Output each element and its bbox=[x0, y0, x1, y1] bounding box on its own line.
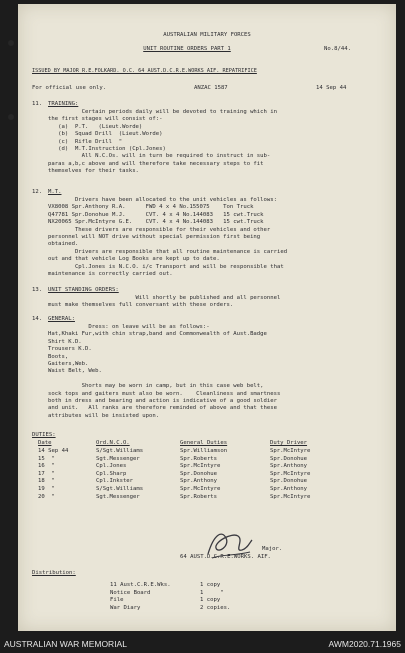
section-line: NX20065 Spr.McIntyre G.E. CVT. 4 x 4 No.144083 15 cwt.Truck bbox=[48, 219, 264, 226]
distribution-copies: 2 copies. bbox=[200, 604, 231, 611]
section-line: both in dress and bearing and action is indicative of a good soldier bbox=[48, 398, 278, 404]
distribution-heading: Distribution: bbox=[32, 570, 76, 576]
distribution-item: 11 Aust.C.R.E.Wks. bbox=[110, 582, 171, 588]
duties-cell: S/Sgt.Williams bbox=[96, 448, 144, 454]
official-use: For official use only. bbox=[32, 85, 107, 91]
duties-column-header: Date bbox=[38, 440, 52, 446]
section-line: attributes will be insisted upon. bbox=[48, 412, 160, 419]
section-line: sock tops and gaiters must also be worn. Cleanliness and smartness bbox=[48, 390, 281, 397]
duties-cell: Spr.Roberts bbox=[180, 493, 218, 500]
section-line: Drivers are responsible that all routine maintenance is carried bbox=[48, 248, 288, 255]
duties-heading: DUTIES: bbox=[32, 432, 56, 438]
punch-hole bbox=[8, 40, 14, 46]
duties-cell: Cpl.Inkster bbox=[96, 478, 134, 485]
section-line: Trousers K.D. bbox=[48, 346, 92, 353]
duties-cell: Cpl.Sharp bbox=[96, 470, 127, 477]
duties-cell: 18 " bbox=[38, 478, 55, 485]
section-line: paras a,b,c above and will therefore take necessary steps to fit bbox=[48, 160, 264, 167]
header-title: AUSTRALIAN MILITARY FORCES bbox=[163, 32, 251, 38]
section-line: Q47781 Spr.Donohue M.J. CVT. 4 x 4 No.144083 15 cwt.Truck bbox=[48, 211, 264, 218]
section-line: (c) Rifle Drill " bbox=[48, 138, 123, 145]
duties-cell: Spr.McIntyre bbox=[270, 448, 311, 454]
duties-cell: Cpl.Jones bbox=[96, 463, 127, 470]
section-line: and unit. All ranks are therefore reminded of above and that these bbox=[48, 405, 278, 412]
duties-cell: Spr.McIntyre bbox=[270, 470, 311, 477]
section-line: (a) P.T. (Lieut.Worde) bbox=[48, 123, 143, 130]
section-line: (d) M.T.Instruction (Cpl.Jones) bbox=[48, 146, 166, 152]
duties-cell: Spr.McIntyre bbox=[270, 493, 311, 500]
duties-cell: Sgt.Messenger bbox=[96, 455, 140, 462]
section-number: 13. bbox=[32, 287, 43, 293]
distribution-item: War Diary bbox=[110, 604, 141, 611]
issued-by: ISSUED BY MAJOR R.E.FOLKARD. O.C. 64 AUST.D.C.R.E.WORKS AIF. REPATRIFICE bbox=[32, 68, 257, 74]
section-line: Shirt K.D. bbox=[48, 338, 82, 345]
section-line: Will shortly be published and all personnel bbox=[48, 295, 281, 301]
distribution-copies: 1 copy bbox=[200, 582, 221, 588]
duties-cell: 15 " bbox=[38, 455, 55, 462]
duties-cell: Spr.Donohue bbox=[180, 470, 218, 477]
duties-cell: Spr.Anthony bbox=[270, 463, 308, 470]
section-heading: TRAINING: bbox=[48, 101, 79, 107]
signature-rank: Major. bbox=[262, 546, 283, 552]
section-line: out and that vehicle Log Books are kept up to date. bbox=[48, 256, 220, 263]
duties-cell: 14 Sep 44 bbox=[38, 448, 69, 454]
order-date: 14 Sep 44 bbox=[316, 85, 347, 91]
duties-cell: Spr.Donohue bbox=[270, 478, 308, 485]
section-heading: GENERAL: bbox=[48, 316, 75, 322]
duties-cell: Spr.McIntyre bbox=[180, 486, 221, 492]
document-page bbox=[18, 4, 396, 631]
section-line: themselves for their tasks. bbox=[48, 168, 139, 175]
footer-institution: AUSTRALIAN WAR MEMORIAL bbox=[4, 639, 127, 649]
section-line: Hat,Khaki Fur,with chin strap,band and Commonwealth of Aust.Badge bbox=[48, 331, 267, 338]
distribution-copies: 1 " bbox=[200, 589, 224, 596]
archive-footer bbox=[0, 637, 405, 653]
section-line: personnel will NOT drive without special permission first being bbox=[48, 234, 261, 240]
duties-cell: 16 " bbox=[38, 463, 55, 470]
duties-column-header: Ord.N.C.O. bbox=[96, 440, 130, 446]
duties-cell: Spr.McIntyre bbox=[180, 463, 221, 470]
section-heading: UNIT STANDING ORDERS: bbox=[48, 287, 119, 293]
section-number: 14. bbox=[32, 316, 43, 322]
section-heading: M.T. bbox=[48, 189, 62, 195]
binder-holes bbox=[6, 4, 18, 631]
duties-cell: Spr.Roberts bbox=[180, 455, 218, 462]
duties-column-header: Duty Driver bbox=[270, 440, 308, 446]
distribution-item: Notice Board bbox=[110, 589, 151, 596]
section-line: Shorts may be worn in camp, but in this case web belt, bbox=[48, 383, 264, 390]
section-line: VX8008 Spr.Anthony R.A. FWD 4 x 4 No.155075 Ton Truck bbox=[48, 204, 254, 211]
punch-hole bbox=[8, 114, 14, 120]
section-number: 11. bbox=[32, 101, 43, 107]
section-line: Certain periods daily will be devoted to training which in bbox=[48, 109, 278, 115]
duties-cell: 20 " bbox=[38, 493, 55, 500]
duties-cell: Spr.Anthony bbox=[270, 486, 308, 492]
section-line: Dress: on leave will be as follows:- bbox=[48, 324, 210, 330]
duties-cell: S/Sgt.Williams bbox=[96, 486, 144, 492]
duties-cell: 19 " bbox=[38, 486, 55, 492]
section-line: Cpl.Jones is N.C.O. i/c Transport and will be responsible that bbox=[48, 263, 284, 270]
section-line: Waist Belt, Web. bbox=[48, 368, 102, 375]
order-number: No.8/44. bbox=[324, 46, 351, 52]
section-line: All N.C.Os. will in turn be required to instruct in sub- bbox=[48, 153, 271, 160]
duties-cell: 17 " bbox=[38, 470, 55, 477]
distribution-item: File bbox=[110, 597, 124, 604]
duties-column-header: General Duties bbox=[180, 440, 228, 446]
section-line: Gaiters,Web. bbox=[48, 361, 89, 367]
signature-unit: 64 AUST.D.C.R.E.WORKS. AIF. bbox=[180, 554, 271, 560]
duties-cell: Spr.Donohue bbox=[270, 455, 308, 462]
header-subtitle: UNIT ROUTINE ORDERS PART 1 bbox=[143, 46, 231, 52]
section-line: Boots, bbox=[48, 353, 69, 360]
section-line: (b) Squad Drill (Lieut.Worde) bbox=[48, 131, 163, 138]
distribution-copies: 1 copy bbox=[200, 597, 221, 604]
unit-code: ANZAC 1587 bbox=[194, 85, 228, 91]
section-line: maintenance is correctly carried out. bbox=[48, 271, 173, 277]
section-line: obtained. bbox=[48, 241, 79, 248]
footer-reference: AWM2020.71.1965 bbox=[328, 639, 401, 649]
section-line: Drivers have been allocated to the unit vehicles as follows: bbox=[48, 197, 278, 203]
section-line: the first stages will consist of:- bbox=[48, 116, 163, 123]
duties-cell: Spr.Williamson bbox=[180, 448, 228, 454]
section-line: These drivers are responsible for their vehicles and other bbox=[48, 226, 271, 233]
section-line: must make themselves full conversant with these orders. bbox=[48, 302, 234, 309]
duties-cell: Spr.Anthony bbox=[180, 478, 218, 485]
duties-cell: Sgt.Messenger bbox=[96, 493, 140, 500]
section-number: 12. bbox=[32, 189, 43, 195]
